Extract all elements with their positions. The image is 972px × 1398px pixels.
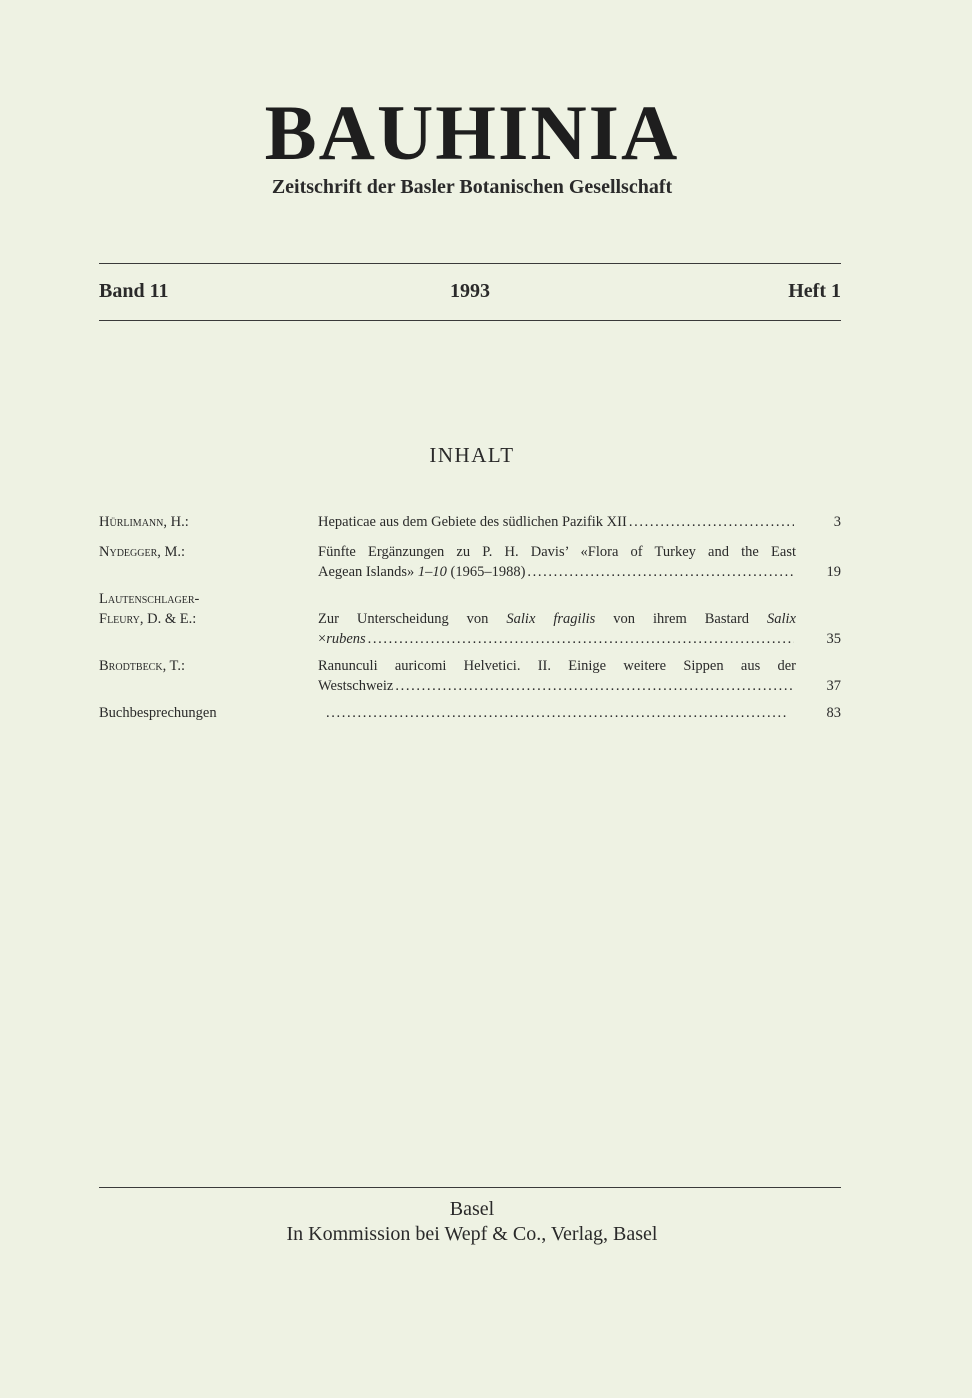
footer-rule <box>99 1187 841 1188</box>
toc-page-number: 35 <box>826 631 841 647</box>
toc-page-number: 37 <box>826 678 841 694</box>
toc-title <box>318 656 796 696</box>
toc-author: Nydegger, M.: <box>99 544 186 560</box>
toc-title-italic: rubens <box>326 631 366 647</box>
toc-page-number: 83 <box>826 705 841 721</box>
toc-entry <box>99 542 841 582</box>
toc-entry <box>99 589 841 649</box>
issue-label: Heft 1 <box>788 280 841 302</box>
top-rule <box>99 263 841 264</box>
footer-publisher: In Kommission bei Wepf & Co., Verlag, Basel <box>286 1223 658 1245</box>
toc-title-text: Zur Unterscheidung von <box>318 611 489 627</box>
toc-page-number: 19 <box>826 564 841 580</box>
year-label: 1993 <box>450 280 490 302</box>
toc-title-text: von ihrem Bastard <box>613 611 750 627</box>
toc-author: Buchbesprechungen <box>99 705 217 721</box>
toc-author: Hürlimann, H.: <box>99 514 189 530</box>
toc-title <box>318 512 796 532</box>
toc-title-text: Fünfte Ergänzungen zu P. H. Davis’ «Flora of Turkey and the East <box>318 544 796 560</box>
dot-leader <box>395 676 794 696</box>
journal-title: BAUHINIA <box>264 89 680 176</box>
toc-title-italic: 1–10 <box>417 564 447 580</box>
dot-leader <box>527 562 794 582</box>
toc-title-line1 <box>318 609 796 629</box>
toc-title-italic: Salix <box>767 611 796 627</box>
toc-title-text: Westschweiz <box>318 678 394 694</box>
toc-title <box>318 703 796 723</box>
toc-title-italic: Salix fragilis <box>506 611 596 627</box>
toc-title-text: Hepaticae aus dem Gebiete des südlichen Pazifik XII <box>318 514 627 530</box>
footer-city: Basel <box>449 1198 495 1220</box>
toc-entry <box>99 656 841 696</box>
toc-title-line2 <box>318 562 796 582</box>
toc-title-text: Ranunculi auricomi Helvetici. II. Einige weitere Sippen aus der <box>318 658 796 674</box>
bottom-rule <box>99 320 841 321</box>
volume-label: Band 11 <box>99 280 169 302</box>
table-of-contents <box>99 512 841 729</box>
toc-author-line: Lautenschlager- <box>99 591 200 607</box>
toc-entry <box>99 512 841 532</box>
toc-title-line2 <box>318 676 796 696</box>
toc-title <box>318 542 796 582</box>
dot-leader <box>629 512 794 532</box>
journal-subtitle: Zeitschrift der Basler Botanischen Gesellschaft <box>271 176 673 198</box>
toc-title-text: (1965–1988) <box>450 564 526 580</box>
toc-author-line: Fleury, D. & E.: <box>99 611 197 627</box>
dot-leader <box>368 629 794 649</box>
toc-title <box>318 609 796 649</box>
toc-author <box>99 589 309 629</box>
toc-title-text: × <box>318 631 327 647</box>
toc-title-text: Aegean Islands» <box>318 564 415 580</box>
toc-author: Brodtbeck, T.: <box>99 658 185 674</box>
toc-page-number: 3 <box>833 514 841 530</box>
toc-entry <box>99 703 841 723</box>
toc-title-line2 <box>318 629 796 649</box>
dot-leader <box>326 703 794 723</box>
contents-heading: INHALT <box>429 443 515 467</box>
